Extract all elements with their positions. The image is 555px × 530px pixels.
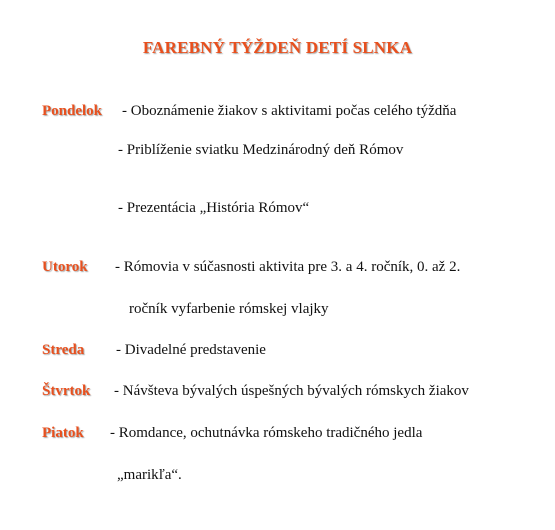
activity-line: - Priblíženie sviatku Medzinárodný deň Rómov (118, 142, 404, 158)
activity-line: - Romdance, ochutnávka rómskeho tradičného jedla (110, 425, 423, 441)
activity-line: - Oboznámenie žiakov s aktivitami počas celého týždňa (122, 103, 457, 119)
activity-line: - Návšteva bývalých úspešných bývalých rómskych žiakov (114, 383, 469, 399)
activity-line: - Rómovia v súčasnosti aktivita pre 3. a 4. ročník, 0. až 2. (115, 259, 461, 275)
day-label-utorok: Utorok (42, 259, 88, 275)
activity-line: ročník vyfarbenie rómskej vlajky (129, 301, 329, 317)
day-label-piatok: Piatok (42, 425, 84, 441)
day-label-pondelok: Pondelok (42, 103, 103, 119)
day-label-stvrtok: Štvrtok (42, 383, 91, 399)
page-title: FAREBNÝ TÝŽDEŇ DETÍ SLNKA (142, 38, 413, 57)
activity-line: „marikľa“. (117, 467, 182, 483)
day-label-streda: Streda (42, 342, 85, 358)
activity-line: - Divadelné predstavenie (116, 342, 266, 358)
activity-line: - Prezentácia „História Rómov“ (118, 200, 310, 216)
